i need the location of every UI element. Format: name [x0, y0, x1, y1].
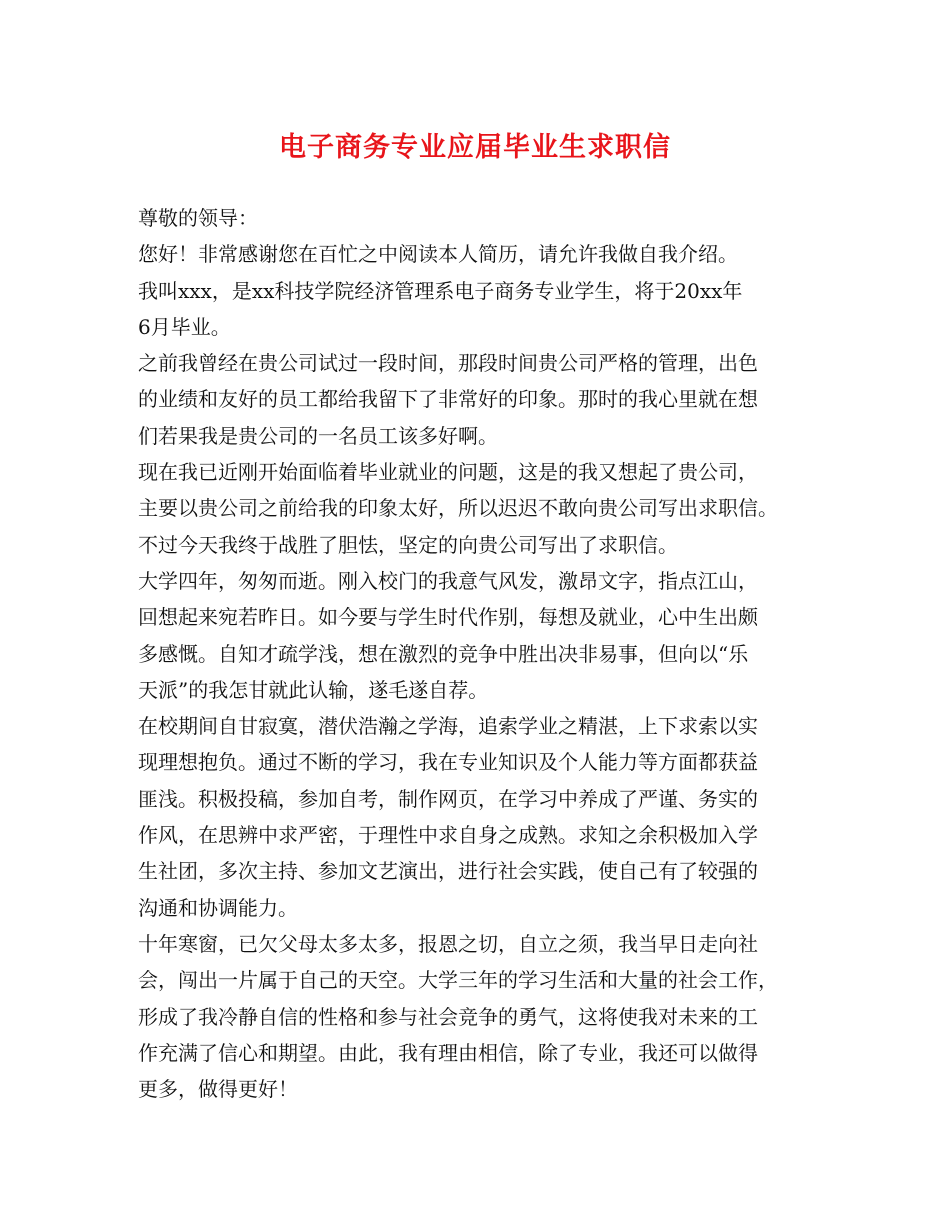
body-line: 在校期间自甘寂寞，潜伏浩瀚之学海，追索学业之精湛，上下求索以实 — [138, 714, 758, 739]
body-line: 回想起来宛若昨日。如今要与学生时代作别，每想及就业，心中生出颇 — [138, 605, 758, 630]
body-line: 作风，在思辨中求严密，于理性中求自身之成熟。求知之余积极加入学 — [138, 823, 758, 848]
body-line: 作充满了信心和期望。由此，我有理由相信，除了专业，我还可以做得 — [138, 1040, 758, 1065]
body-line: 您好！非常感谢您在百忙之中阅读本人简历，请允许我做自我介绍。 — [138, 242, 738, 267]
body-line: 我叫xxx，是xx科技学院经济管理系电子商务专业学生，将于20xx年 — [138, 278, 743, 303]
document-title: 电子商务专业应届毕业生求职信 — [279, 132, 671, 163]
body-line: 匪浅。积极投稿，参加自考，制作网页，在学习中养成了严谨、务实的 — [138, 786, 758, 811]
body-line: 生社团，多次主持、参加文艺演出，进行社会实践，使自己有了较强的 — [138, 859, 758, 884]
body-line: 不过今天我终于战胜了胆怯，坚定的向贵公司写出了求职信。 — [138, 532, 678, 557]
body-line: 天派”的我怎甘就此认输，遂毛遂自荐。 — [138, 677, 489, 702]
body-line: 现在我已近刚开始面临着毕业就业的问题，这是的我又想起了贵公司， — [138, 460, 758, 485]
body-line: 6月毕业。 — [138, 314, 231, 339]
body-line: 的业绩和友好的员工都给我留下了非常好的印象。那时的我心里就在想 — [138, 387, 758, 412]
body-line: 尊敬的领导： — [138, 206, 258, 230]
body-line: 现理想抱负。通过不断的学习，我在专业知识及个人能力等方面都获益 — [138, 750, 758, 775]
body-line: 形成了我冷静自信的性格和参与社会竞争的勇气，这将使我对未来的工 — [138, 1004, 758, 1029]
body-line: 更多，做得更好！ — [138, 1077, 298, 1102]
document-body — [138, 200, 818, 1107]
body-line: 十年寒窗，已欠父母太多太多，报恩之切，自立之须，我当早日走向社 — [138, 931, 758, 956]
body-line: 沟通和协调能力。 — [138, 895, 298, 920]
body-line: 多感慨。自知才疏学浅，想在激烈的竞争中胜出决非易事，但向以“乐 — [138, 641, 749, 666]
body-line: 主要以贵公司之前给我的印象太好，所以迟迟不敢向贵公司写出求职信。 — [138, 496, 778, 521]
body-line: 之前我曾经在贵公司试过一段时间，那段时间贵公司严格的管理，出色 — [138, 351, 758, 376]
body-line: 们若果我是贵公司的一名员工该多好啊。 — [138, 423, 498, 448]
body-line: 会，闯出一片属于自己的天空。大学三年的学习生活和大量的社会工作， — [138, 968, 778, 993]
body-line: 大学四年，匆匆而逝。刚入校门的我意气风发，激昂文字，指点江山， — [138, 568, 758, 593]
